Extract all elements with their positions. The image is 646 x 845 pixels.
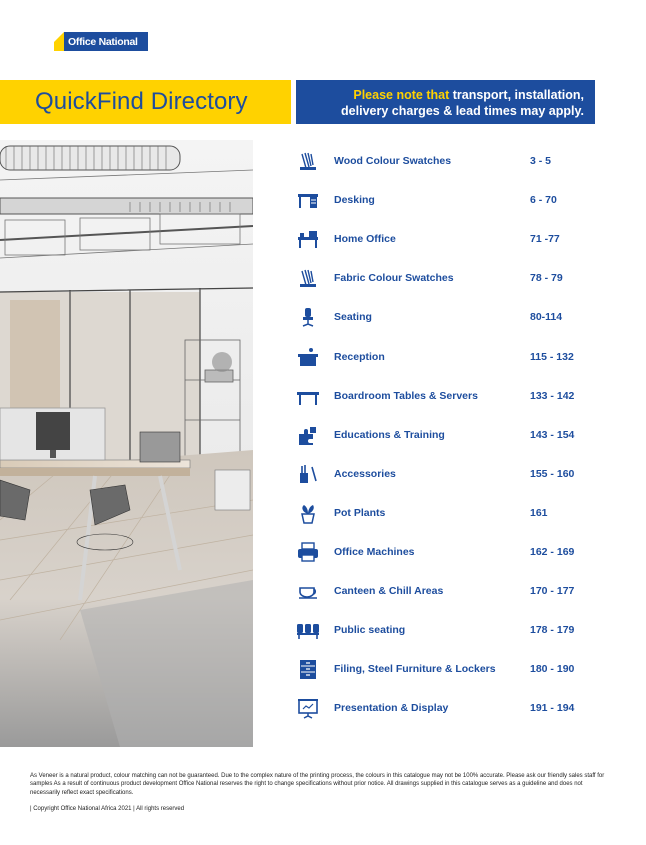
plant-icon xyxy=(296,502,320,524)
presentation-icon xyxy=(296,697,320,719)
directory-label: Seating xyxy=(334,311,372,324)
directory-row[interactable] xyxy=(296,616,596,644)
directory-label: Accessories xyxy=(334,467,396,480)
directory-row[interactable] xyxy=(296,264,596,292)
directory-label: Canteen & Chill Areas xyxy=(334,585,444,598)
directory-row[interactable] xyxy=(296,303,596,331)
directory-pages: 133 - 142 xyxy=(530,389,575,402)
directory-label: Reception xyxy=(334,350,385,363)
office-interior-photo xyxy=(0,140,253,747)
copyright-text: | Copyright Office National Africa 2021 | All rights reserved xyxy=(30,806,185,812)
directory-row[interactable] xyxy=(296,499,596,527)
directory-pages: 170 - 177 xyxy=(530,585,575,598)
directory-row[interactable] xyxy=(296,343,596,371)
directory-pages: 191 - 194 xyxy=(530,702,575,715)
cabinet-icon xyxy=(296,658,320,680)
directory-pages: 80-114 xyxy=(530,311,563,324)
directory-pages: 180 - 190 xyxy=(530,663,575,676)
directory-row[interactable] xyxy=(296,577,596,605)
directory-pages: 71 -77 xyxy=(530,233,560,246)
directory-row[interactable] xyxy=(296,421,596,449)
chair-icon xyxy=(296,306,320,328)
cup-icon xyxy=(296,580,320,602)
home-office-icon xyxy=(296,228,320,250)
directory-pages: 155 - 160 xyxy=(530,467,575,480)
notice-text-1: transport, installation, xyxy=(449,88,584,102)
directory-pages: 178 - 179 xyxy=(530,624,575,637)
directory-label: Home Office xyxy=(334,233,396,246)
directory-label: Boardroom Tables & Servers xyxy=(334,389,478,402)
directory-pages: 115 - 132 xyxy=(530,350,574,363)
notice-banner xyxy=(296,80,595,124)
directory-row[interactable] xyxy=(296,186,596,214)
title-band xyxy=(0,80,291,124)
directory-row[interactable] xyxy=(296,225,596,253)
directory-row[interactable] xyxy=(296,147,596,175)
directory-row[interactable] xyxy=(296,655,596,683)
page-title: QuickFind Directory xyxy=(35,88,248,115)
reception-icon xyxy=(296,346,320,368)
printer-icon xyxy=(296,541,320,563)
directory-pages: 161 xyxy=(530,506,548,519)
directory-label: Pot Plants xyxy=(334,506,386,519)
office-national-logo xyxy=(54,32,148,51)
notice-line-2: delivery charges & lead times may apply. xyxy=(341,104,584,118)
directory-label: Office Machines xyxy=(334,546,415,558)
notice-line-1 xyxy=(296,87,584,103)
directory-label: Public seating xyxy=(334,624,406,637)
directory-pages: 78 - 79 xyxy=(530,272,563,285)
stationery-icon xyxy=(296,463,320,485)
directory-pages: 143 - 154 xyxy=(530,428,575,441)
directory-label: Educations & Training xyxy=(334,428,445,441)
directory-row[interactable] xyxy=(296,694,596,722)
notice-highlight: Please note that xyxy=(353,88,450,102)
directory-label: Fabric Colour Swatches xyxy=(334,272,454,285)
directory-pages: 3 - 5 xyxy=(530,155,552,167)
public-seating-icon xyxy=(296,619,320,641)
directory-row[interactable] xyxy=(296,538,596,566)
directory-label: Filing, Steel Furniture & Lockers xyxy=(334,663,496,676)
directory-label: Presentation & Display xyxy=(334,702,449,715)
swatch-icon xyxy=(296,267,320,289)
directory-label: Desking xyxy=(334,194,375,207)
logo-text: Office National xyxy=(68,35,138,48)
directory-pages: 162 - 169 xyxy=(530,546,575,558)
puzzle-icon xyxy=(296,424,320,446)
directory-row[interactable] xyxy=(296,460,596,488)
directory-row[interactable] xyxy=(296,382,596,410)
directory-pages: 6 - 70 xyxy=(530,194,557,207)
swatch-icon xyxy=(296,150,320,172)
disclaimer-text: As Veneer is a natural product, colour matching can not be guaranteed. Due to the complex nature of the printing process, the colours in this catalogue may not be 100% accurate. Please ask our friendly sales staff for samples As a result of continuous product development Office National reserves the right to change specifications without prior notice. All drawings supplied in this catalogue serves as a guideline and does not necessarily reflect exact specifications. xyxy=(30,773,605,796)
directory-label: Wood Colour Swatches xyxy=(334,155,452,167)
desk-icon xyxy=(296,189,320,211)
table-icon xyxy=(296,385,320,407)
